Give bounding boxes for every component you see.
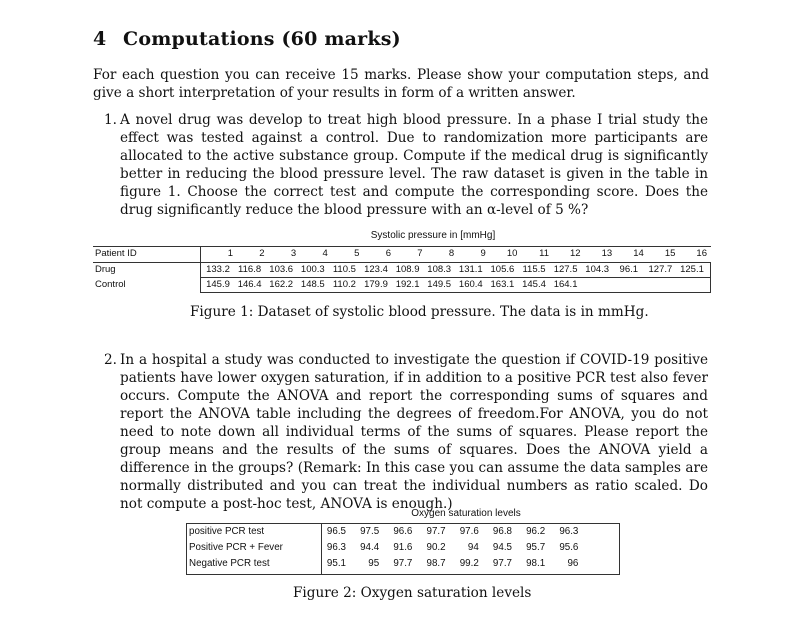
patient-id-cell: 5 bbox=[354, 248, 360, 259]
oxygen-value-cell: 96 bbox=[567, 558, 579, 569]
patient-id-cell: 4 bbox=[322, 248, 328, 259]
patient-id-cell: 7 bbox=[417, 248, 423, 259]
question-2-text: In a hospital a study was conducted to investigate the question if COVID-19 positive patients have lower oxygen saturation, if in addition to a positive PCR test also fever occurs. Compute the ANOVA and report the corresponding sums of squares and report the ANOVA table including the degrees of freedom.For ANOVA, you do not need to note down all individual terms of the sums of squares. Please report the group means and the results of the sums of squares. Does the ANOVA yield a difference in the groups? (Remark: In this case you can assume the data samples are normally distributed and you can treat the individual numbers as ratio scaled. Do not compute a post-hoc test, ANOVA is enough.) bbox=[120, 352, 708, 512]
table-row bbox=[186, 540, 620, 556]
oxygen-value-cell: 97.7 bbox=[393, 558, 413, 569]
drug-value-cell: 103.6 bbox=[269, 264, 294, 275]
oxygen-value-cell: 97.7 bbox=[492, 558, 512, 569]
patient-id-cell: 11 bbox=[539, 248, 549, 259]
table-row bbox=[186, 556, 620, 572]
control-value-cell: 146.4 bbox=[237, 279, 262, 290]
patient-id-cell: 9 bbox=[480, 248, 486, 259]
row-label-control: Control bbox=[95, 279, 126, 290]
drug-value-cell: 105.6 bbox=[490, 264, 515, 275]
control-value-cell: 110.2 bbox=[332, 279, 356, 290]
oxygen-value-cell: 91.6 bbox=[393, 542, 413, 553]
patient-id-cell: 10 bbox=[506, 248, 518, 259]
row-label-positive-pcr: positive PCR test bbox=[189, 526, 265, 537]
patient-id-cell: 16 bbox=[696, 248, 707, 259]
oxygen-value-cell: 96.2 bbox=[526, 526, 546, 537]
oxygen-value-cell: 94 bbox=[467, 542, 479, 553]
patient-id-cell: 8 bbox=[448, 248, 455, 259]
drug-value-cell: 100.3 bbox=[300, 264, 325, 275]
patient-id-cell: 2 bbox=[259, 248, 265, 259]
drug-value-cell: 127.7 bbox=[648, 264, 673, 275]
drug-value-cell: 108.3 bbox=[427, 264, 452, 275]
patient-id-cell: 14 bbox=[633, 248, 644, 259]
drug-value-cell: 110.5 bbox=[332, 264, 356, 275]
control-value-cell: 179.9 bbox=[364, 279, 388, 290]
drug-value-cell: 125.1 bbox=[680, 264, 704, 275]
oxygen-value-cell: 95 bbox=[368, 558, 380, 569]
drug-value-cell: 133.2 bbox=[206, 264, 230, 275]
oxygen-value-cell: 98.7 bbox=[426, 558, 446, 569]
control-value-cell: 145.4 bbox=[522, 279, 546, 290]
control-value-cell: 164.1 bbox=[553, 279, 578, 290]
drug-value-cell: 96.1 bbox=[619, 264, 639, 275]
drug-value-cell: 116.8 bbox=[238, 264, 262, 275]
row-label-patient-id: Patient ID bbox=[95, 248, 137, 259]
oxygen-value-cell: 95.6 bbox=[559, 542, 579, 553]
section-title-text: Computations (60 marks) bbox=[123, 28, 401, 50]
oxygen-value-cell: 98.1 bbox=[526, 558, 546, 569]
figure-2-header: Oxygen saturation levels bbox=[411, 508, 521, 519]
oxygen-value-cell: 99.2 bbox=[459, 558, 479, 569]
oxygen-value-cell: 95.1 bbox=[326, 558, 346, 569]
control-value-cell: 162.2 bbox=[269, 279, 294, 290]
row-label-drug: Drug bbox=[95, 264, 116, 275]
drug-value-cell: 127.5 bbox=[553, 264, 578, 275]
question-1-text: A novel drug was develop to treat high blood pressure. In a phase I trial study the effect was tested against a control. Due to randomization more participants are allocated to the active substance group. Compute if the medical drug is significantly better in reducing the blood pressure level. The raw dataset is given in the table in figure 1. Choose the correct test and compute the corresponding score. Does the drug significantly reduce the blood pressure with an α-level of 5 %? bbox=[120, 112, 708, 218]
question-1-number: 1. bbox=[104, 112, 117, 128]
section-title bbox=[93, 28, 401, 50]
section-number: 4 bbox=[93, 28, 107, 50]
patient-id-cell: 12 bbox=[570, 248, 581, 259]
figure-1-header: Systolic pressure in [mmHg] bbox=[370, 230, 496, 241]
patient-id-cell: 3 bbox=[290, 248, 297, 259]
question-2-number: 2. bbox=[104, 352, 117, 368]
oxygen-value-cell: 97.6 bbox=[459, 526, 479, 537]
patient-id-cell: 13 bbox=[601, 248, 613, 259]
patient-id-cell: 6 bbox=[385, 248, 391, 259]
drug-value-cell: 108.9 bbox=[395, 264, 420, 275]
control-value-cell: 149.5 bbox=[427, 279, 452, 290]
drug-row bbox=[93, 262, 713, 278]
control-value-cell: 192.1 bbox=[395, 279, 420, 290]
oxygen-value-cell: 96.6 bbox=[393, 526, 413, 537]
oxygen-value-cell: 96.8 bbox=[492, 526, 512, 537]
oxygen-value-cell: 96.5 bbox=[326, 526, 346, 537]
figure-1-caption: Figure 1: Dataset of systolic blood pressure. The data is in mmHg. bbox=[190, 304, 649, 320]
oxygen-value-cell: 96.3 bbox=[326, 542, 346, 553]
patient-id-cell: 1 bbox=[227, 248, 233, 259]
drug-value-cell: 115.5 bbox=[522, 264, 546, 275]
patient-id-row bbox=[93, 246, 713, 262]
oxygen-value-cell: 97.7 bbox=[426, 526, 446, 537]
oxygen-value-cell: 94.4 bbox=[360, 542, 380, 553]
row-label-negative-pcr: Negative PCR test bbox=[189, 558, 270, 569]
control-value-cell: 160.4 bbox=[458, 279, 483, 290]
table-row bbox=[186, 524, 620, 540]
oxygen-value-cell: 95.7 bbox=[526, 542, 546, 553]
oxygen-value-cell: 97.5 bbox=[360, 526, 380, 537]
figure-2-caption: Figure 2: Oxygen saturation levels bbox=[293, 585, 532, 601]
patient-id-cell: 15 bbox=[664, 248, 676, 259]
oxygen-value-cell: 90.2 bbox=[426, 542, 446, 553]
drug-value-cell: 131.1 bbox=[458, 264, 483, 275]
control-value-cell: 148.5 bbox=[300, 279, 325, 290]
drug-value-cell: 123.4 bbox=[364, 264, 388, 275]
drug-value-cell: 104.3 bbox=[585, 264, 610, 275]
control-value-cell: 145.9 bbox=[206, 279, 230, 290]
control-value-cell: 163.1 bbox=[490, 279, 515, 290]
control-row bbox=[93, 277, 713, 293]
oxygen-value-cell: 94.5 bbox=[492, 542, 512, 553]
intro-paragraph: For each question you can receive 15 marks. Please show your computation steps, and give a short interpretation of your results in form of a written answer. bbox=[93, 67, 709, 101]
oxygen-value-cell: 96.3 bbox=[559, 526, 579, 537]
row-label-positive-pcr-fever: Positive PCR + Fever bbox=[189, 542, 283, 553]
